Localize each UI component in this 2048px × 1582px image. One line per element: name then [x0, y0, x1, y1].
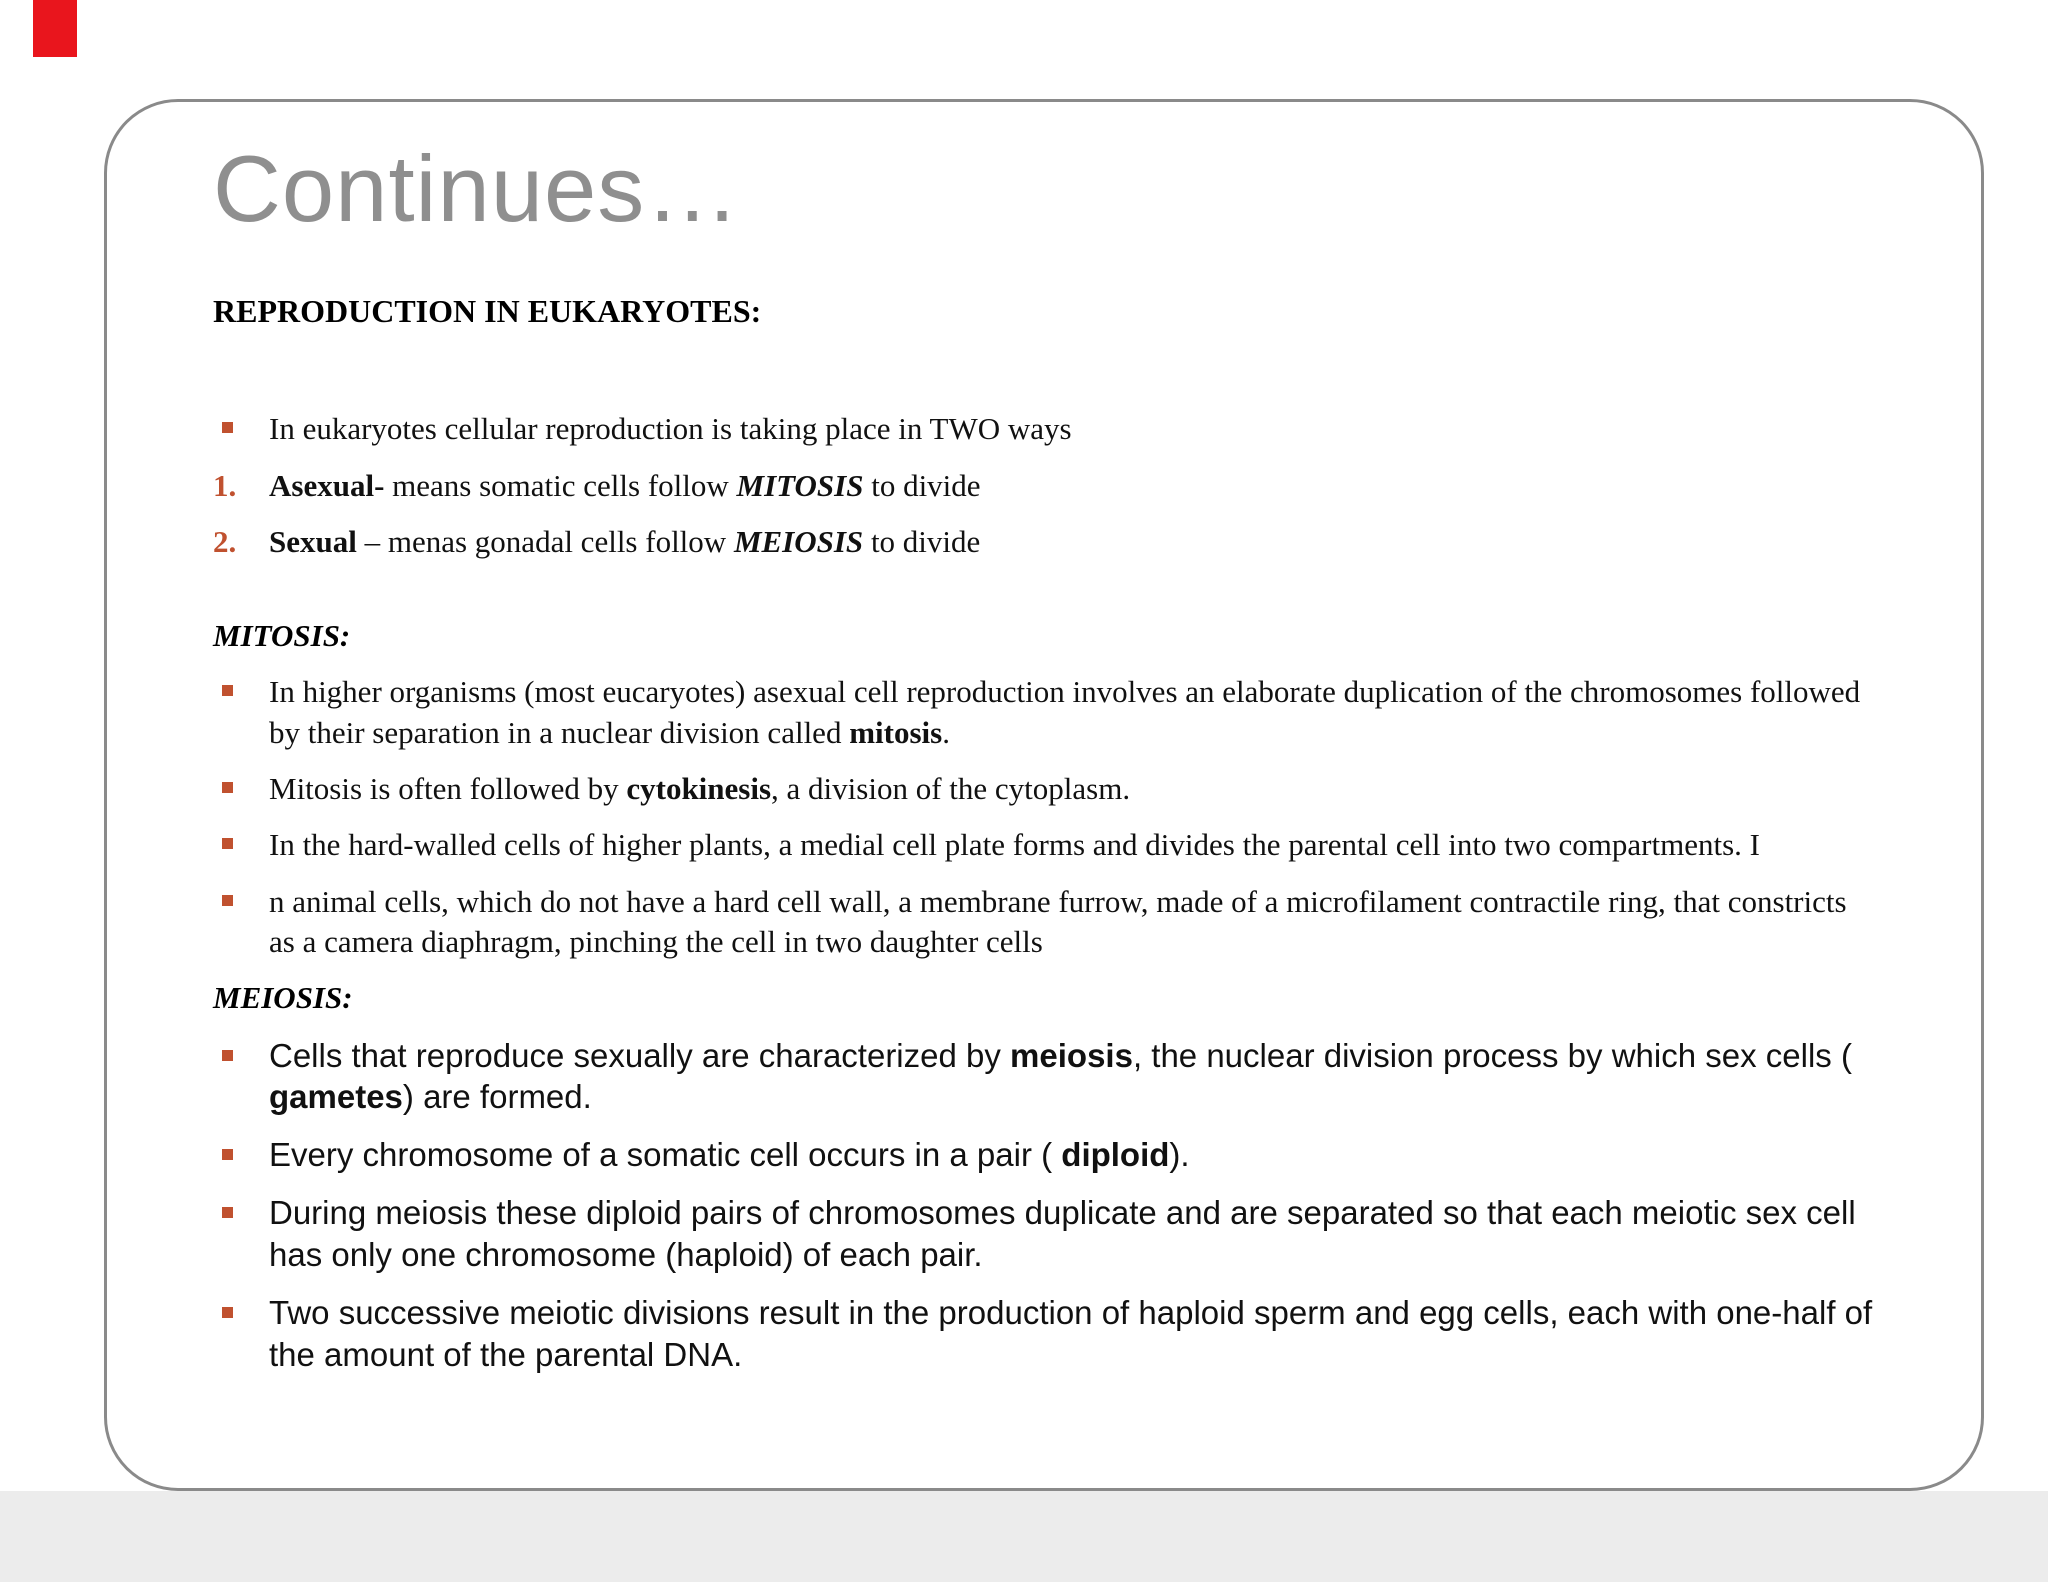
list-item	[213, 1134, 1873, 1176]
number-label: 2.	[213, 523, 237, 559]
bullet-square-icon	[222, 838, 233, 849]
page-bottom-band	[0, 1491, 2048, 1582]
intro-bullet-list	[213, 409, 1873, 562]
bullet-square-icon	[222, 685, 233, 696]
numbered-item	[213, 466, 1873, 506]
bullet-text: During meiosis these diploid pairs of chromosomes duplicate and are separated so that each meiotic sex cell has only one chromosome (haploid) of each pair.	[269, 1194, 1856, 1274]
list-item	[213, 882, 1873, 963]
meiosis-heading: MEIOSIS:	[213, 980, 353, 1016]
bullet-text: Every chromosome of a somatic cell occurs in a pair ( diploid).	[269, 1136, 1190, 1174]
bullet-square-icon	[222, 1149, 233, 1160]
list-item	[213, 1035, 1873, 1119]
list-item	[213, 672, 1873, 753]
bullet-square-icon	[222, 1307, 233, 1318]
numbered-item	[213, 522, 1873, 562]
bullet-square-icon	[222, 1050, 233, 1061]
section-heading: REPRODUCTION IN EUKARYOTES:	[213, 293, 762, 330]
bullet-text: Mitosis is often followed by cytokinesis, a division of the cytoplasm.	[269, 771, 1131, 807]
numbered-text: Sexual – menas gonadal cells follow MEIOSIS to divide	[269, 523, 981, 559]
mitosis-bullet-list	[213, 672, 1873, 962]
list-item	[213, 409, 1873, 449]
mitosis-heading: MITOSIS:	[213, 618, 351, 654]
bullet-square-icon	[222, 782, 233, 793]
slide-content	[213, 136, 1873, 1392]
meiosis-bullet-list	[213, 1035, 1873, 1376]
numbered-text: Asexual- means somatic cells follow MITOSIS to divide	[269, 467, 981, 503]
bullet-text: Cells that reproduce sexually are characterized by meiosis, the nuclear division process by which sex cells ( gametes) are formed.	[269, 1036, 1852, 1116]
bullet-text: Two successive meiotic divisions result in the production of haploid sperm and egg cells, each with one-half of the amount of the parental DNA.	[269, 1294, 1873, 1373]
slide-frame	[104, 99, 1984, 1491]
bullet-text: In higher organisms (most eucaryotes) asexual cell reproduction involves an elaborate duplication of the chromosomes followed by their separation in a nuclear division called mitosis.	[269, 674, 1861, 750]
bullet-square-icon	[222, 895, 233, 906]
number-label: 1.	[213, 467, 237, 503]
slide-title: Continues…	[213, 136, 741, 241]
red-corner-accent	[33, 0, 77, 57]
list-item	[213, 1292, 1873, 1376]
bullet-text: n animal cells, which do not have a hard cell wall, a membrane furrow, made of a microfilament contractile ring, that constricts as a camera diaphragm, pinching the cell in two daughter cells	[269, 883, 1847, 959]
bullet-text: In eukaryotes cellular reproduction is taking place in TWO ways	[269, 411, 1072, 447]
bullet-square-icon	[222, 1207, 233, 1218]
list-item	[213, 825, 1873, 865]
bullet-square-icon	[222, 422, 233, 433]
list-item	[213, 1192, 1873, 1276]
list-item	[213, 769, 1873, 809]
bullet-text: In the hard-walled cells of higher plants, a medial cell plate forms and divides the parental cell into two compartments. I	[269, 827, 1760, 863]
